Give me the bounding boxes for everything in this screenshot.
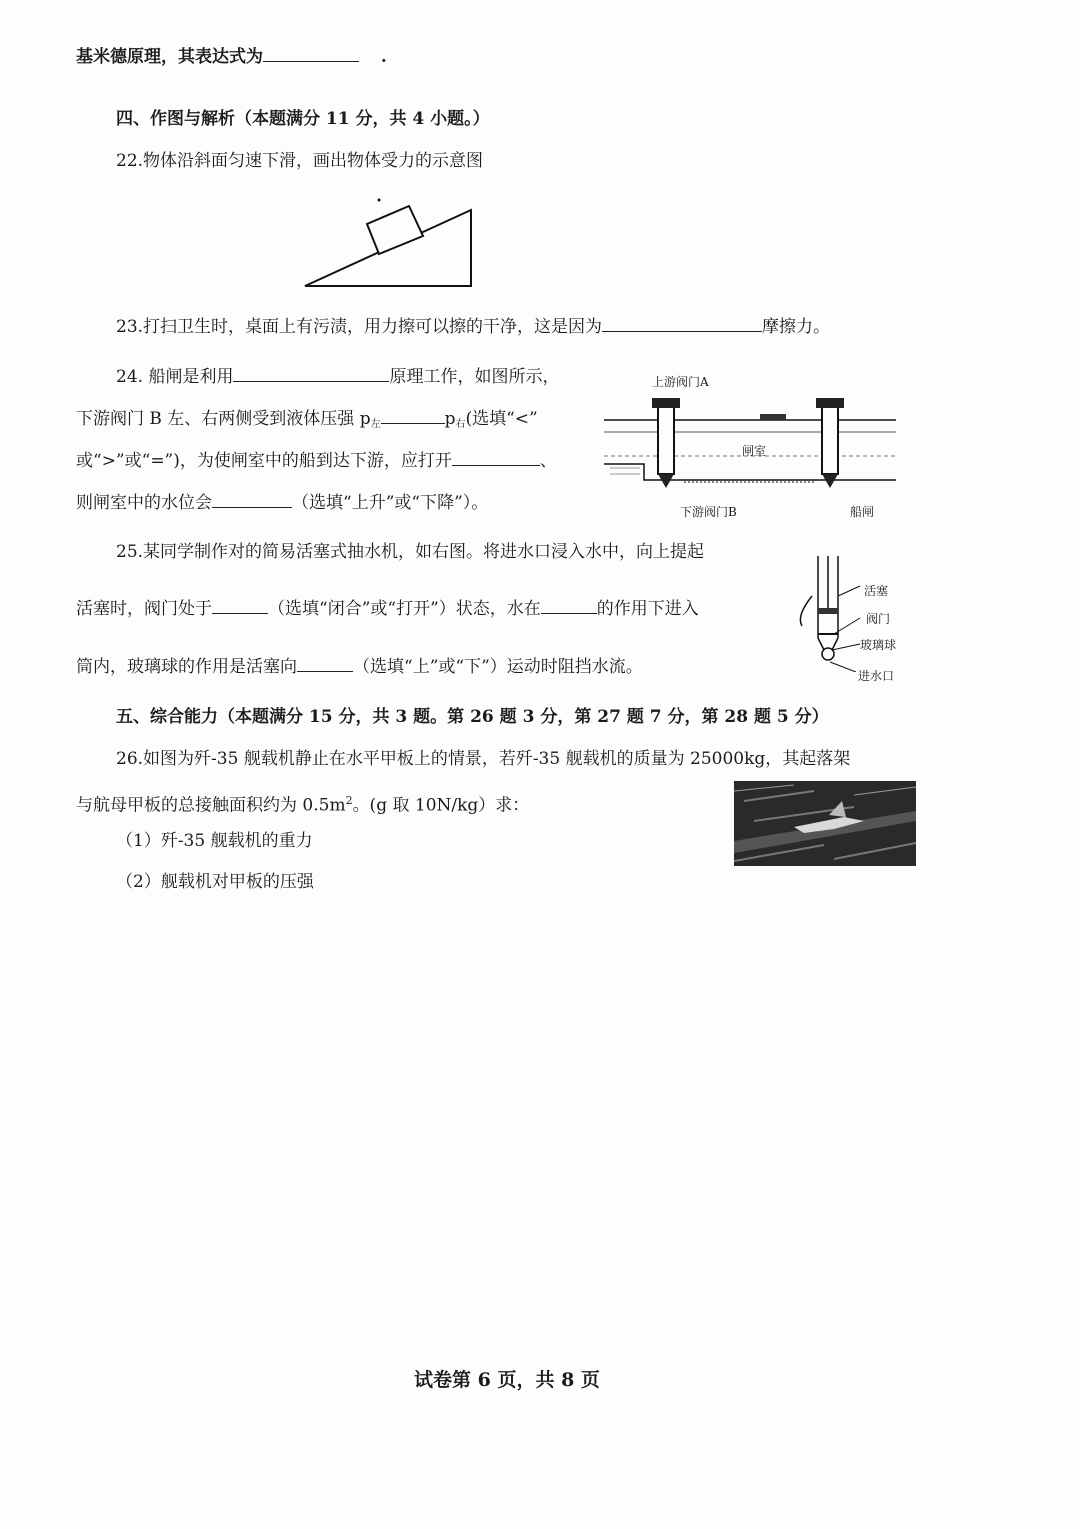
q23 [116, 316, 830, 338]
q24-l2b: p [444, 409, 456, 429]
q23-text-after: 摩擦力。 [762, 317, 831, 337]
q25-line3 [76, 656, 643, 678]
q24-line3 [76, 450, 557, 472]
q25-blank-direction[interactable] [297, 657, 353, 672]
q24-blank-compare[interactable] [381, 409, 445, 424]
ship [760, 414, 786, 420]
q24-l4a: 则闸室中的水位会 [76, 493, 212, 513]
pump-label-ball: 玻璃球 [860, 638, 897, 652]
q24-blank-level[interactable] [212, 493, 292, 508]
q24-sub-right: 右 [455, 419, 466, 430]
pump-label-inlet: 进水口 [858, 669, 895, 683]
q21-answer-blank[interactable] [263, 47, 359, 62]
gate-a [658, 402, 674, 474]
q25-l2a: 活塞时，阀门处于 [76, 599, 212, 619]
q25-l3a: 筒内，玻璃球的作用是活塞向 [76, 657, 297, 677]
pump-figure [794, 556, 864, 672]
q26-part1: （1）歼-35 舰载机的重力 [116, 831, 313, 851]
lock-label-lock: 船闸 [850, 505, 875, 519]
incline-figure [295, 190, 485, 292]
q21-tail [76, 46, 387, 68]
q24-l2a: 下游阀门 B 左、右两侧受到液体压强 p [76, 409, 371, 429]
q25-l2c: 的作用下进入 [596, 599, 699, 619]
page-footer: 试卷第 6 页，共 8 页 [414, 1369, 600, 1391]
q26-l2b: 。(g 取 10N/kg）求： [352, 795, 530, 816]
q24-l3a: 或“>”或“=”)，为使闸室中的船到达下游，应打开 [76, 451, 452, 471]
q24-l2c: (选填“<” [465, 409, 538, 429]
q25-l2b: （选填“闭合”或“打开”）状态，水在 [268, 599, 541, 619]
q25-line2 [76, 598, 699, 620]
block-center-dot [378, 199, 381, 202]
q24-l4b: （选填“上升”或“下降”）。 [292, 493, 489, 513]
q24-blank-principle[interactable] [233, 367, 389, 382]
q26-line2 [76, 790, 529, 817]
q26-l2a: 与航母甲板的总接触面积约为 0.5m [76, 795, 346, 816]
q24-sub-left: 左 [370, 419, 381, 430]
piston [818, 608, 838, 614]
q24-line1 [116, 366, 559, 388]
q26-line1: 26.如图为歼-35 舰载机静止在水平甲板上的情景，若歼-35 舰载机的质量为 25000kg，其起落架 [116, 749, 851, 769]
q25-line1: 25.某同学制作对的简易活塞式抽水机，如右图。将进水口浸入水中，向上提起 [116, 542, 705, 562]
q24-l1b: 原理工作，如图所示， [389, 367, 560, 387]
pump-label-valve: 阀门 [866, 612, 891, 626]
lock-label-top: 上游阀门A [652, 375, 709, 389]
gate-b [822, 402, 838, 474]
q21-end: . [380, 47, 387, 67]
q25-blank-valve[interactable] [212, 599, 268, 614]
q25-l3b: （选填“上”或“下”）运动时阻挡水流。 [353, 657, 643, 677]
q23-text-before: 23.打扫卫生时，桌面上有污渍，用力擦可以擦的干净，这是因为 [116, 317, 603, 337]
section4-title: 四、作图与解析（本题满分 11 分，共 4 小题。） [116, 109, 490, 129]
lock-label-chamber: 闸室 [742, 444, 767, 458]
q26-part2: （2）舰载机对甲板的压强 [116, 872, 314, 892]
q23-answer-blank[interactable] [602, 317, 762, 332]
q24-l3b: 、 [539, 451, 557, 471]
q24-blank-open[interactable] [452, 451, 540, 466]
aircraft-photo [734, 781, 916, 866]
q22-text: 22.物体沿斜面匀速下滑，画出物体受力的示意图 [116, 151, 484, 171]
q24-line2 [76, 408, 538, 436]
q24-line4 [76, 492, 488, 514]
pump-label-piston: 活塞 [864, 584, 889, 598]
sliding-block [367, 206, 423, 254]
q26-l2-sup: 2 [345, 794, 353, 807]
section5-title: 五、综合能力（本题满分 15 分，共 3 题。第 26 题 3 分，第 27 题 7 分，第 28 题 5 分） [116, 707, 829, 727]
q21-text: 基米德原理，其表达式为 [76, 47, 263, 67]
lock-label-gate-b: 下游阀门B [680, 505, 737, 519]
q25-blank-force[interactable] [541, 599, 597, 614]
q24-l1a: 24. 船闸是利用 [116, 367, 234, 387]
